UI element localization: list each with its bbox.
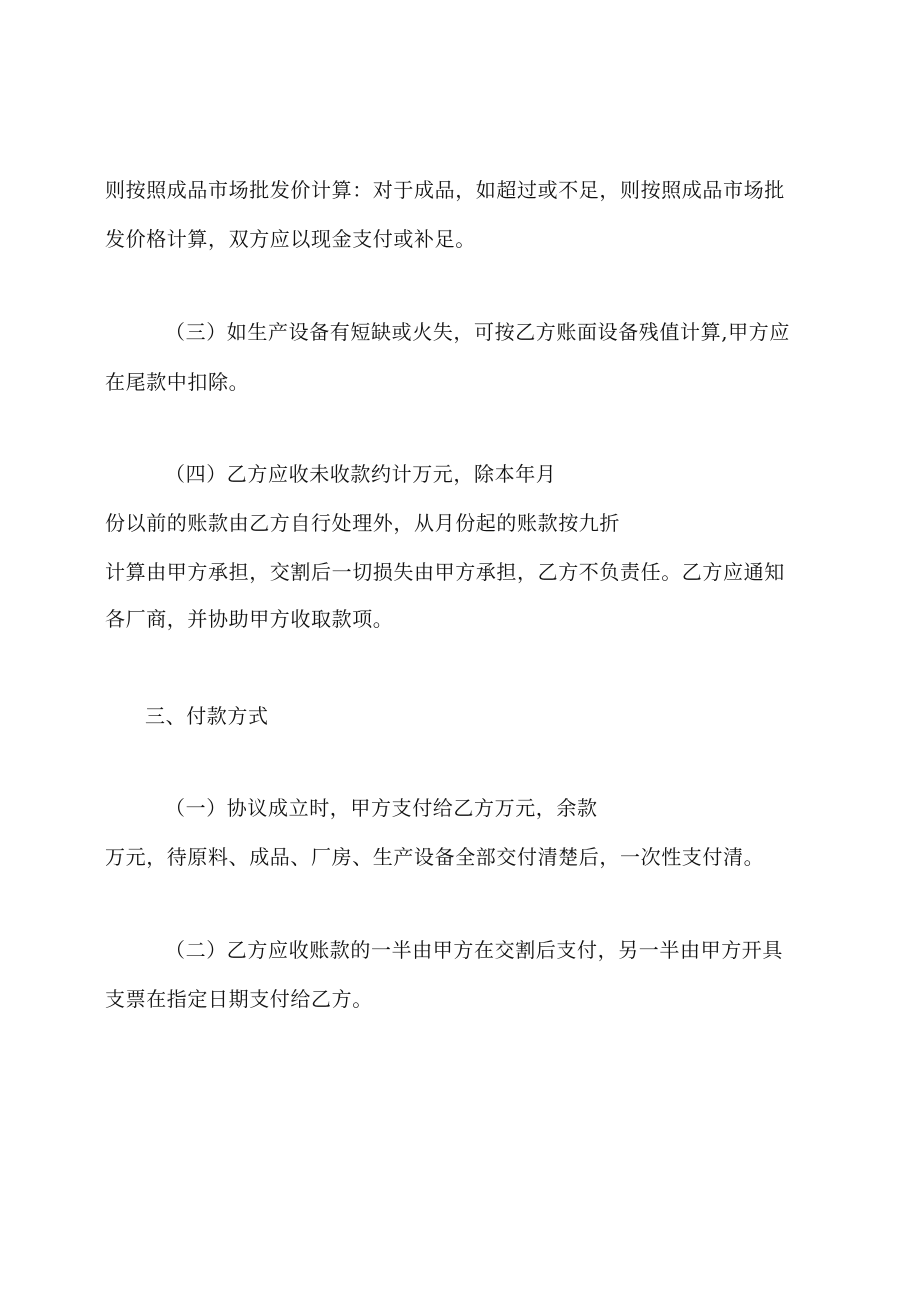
paragraph-3-line-2: 份以前的账款由乙方自行处理外，从月份起的账款按九折 [105,511,620,535]
paragraph-3-line-1: （四）乙方应收未收款约计万元，除本年月 [165,462,557,486]
paragraph-3-line-4: 各厂商，并协助甲方收取款项。 [105,607,394,631]
paragraph-2-line-2: 在尾款中扣除。 [105,370,250,394]
paragraph-3-line-3: 计算由甲方承担，交割后一切损失由甲方承担，乙方不负责任。乙方应通知 [105,560,785,584]
paragraph-5-line-1: （二）乙方应收账款的一半由甲方在交割后支付，另一半由甲方开具 [165,938,783,962]
paragraph-2-line-1: （三）如生产设备有短缺或火失，可按乙方账面设备残值计算,甲方应 [165,320,790,344]
paragraph-1-line-1: 则按照成品市场批发价计算：对于成品，如超过或不足，则按照成品市场批 [105,178,785,202]
paragraph-5-line-2: 支票在指定日期支付给乙方。 [105,987,373,1011]
paragraph-4-line-2: 万元，待原料、成品、厂房、生产设备全部交付清楚后，一次性支付清。 [105,845,765,869]
section-heading: 三、付款方式 [145,704,269,728]
paragraph-4-line-1: （一）协议成立时，甲方支付给乙方万元，余款 [165,796,598,820]
paragraph-1-line-2: 发价格计算，双方应以现金支付或补足。 [105,227,476,251]
